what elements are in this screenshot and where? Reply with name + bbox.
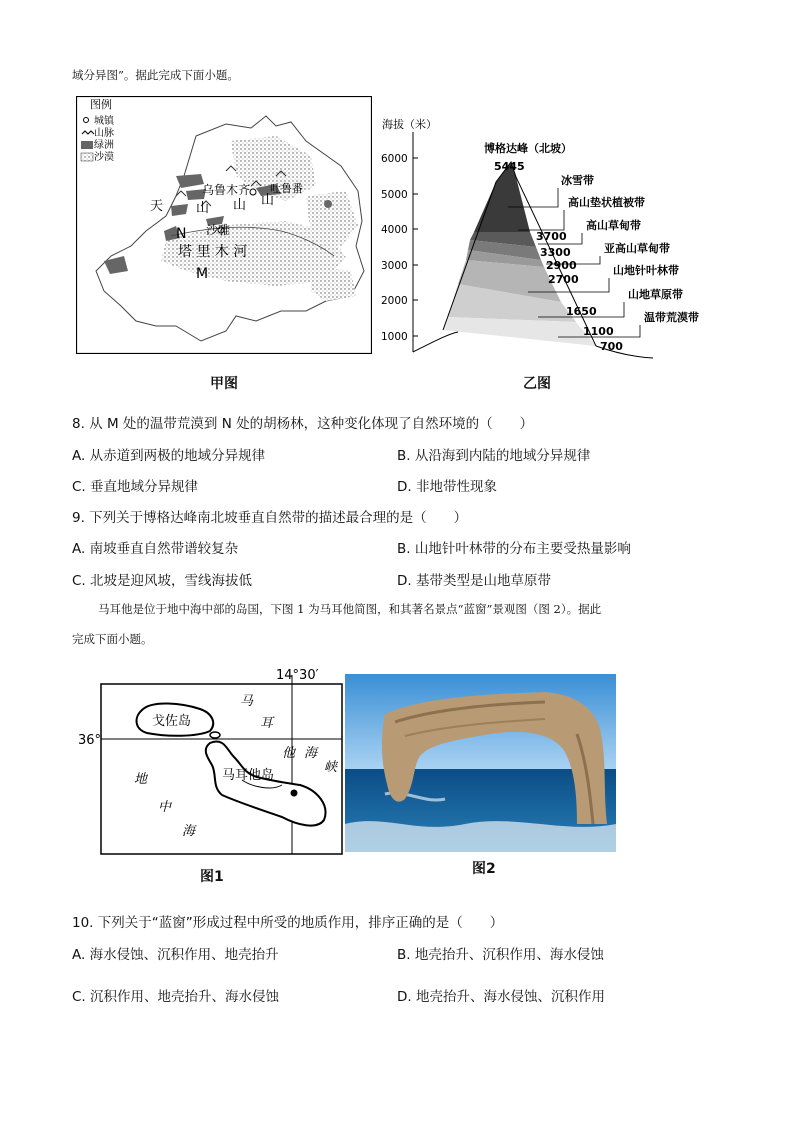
boundary-label: 2900 bbox=[546, 259, 577, 272]
label-hai2: 海 bbox=[182, 824, 196, 839]
belt-label: 亚高山草甸带 bbox=[604, 242, 670, 255]
y-tick: 2000 bbox=[381, 295, 408, 307]
label-shan1: 山 bbox=[196, 201, 210, 216]
label-di: 地 bbox=[134, 772, 148, 787]
q8-option-b[interactable]: B. 从沿海到内陆的地域分异规律 bbox=[397, 448, 591, 464]
label-gozo: 戈佐岛 bbox=[152, 714, 192, 729]
q8-option-c[interactable]: C. 垂直地域分异规律 bbox=[72, 479, 199, 495]
label-shan2: 山 bbox=[233, 198, 247, 213]
label-N: N bbox=[176, 226, 187, 242]
caption-fig1: 图1 bbox=[200, 869, 224, 885]
map-xinjiang bbox=[76, 96, 372, 354]
y-axis-label: 海拔（米） bbox=[382, 118, 437, 131]
longitude-label: 14°30′ bbox=[276, 668, 319, 683]
q9-option-d[interactable]: D. 基带类型是山地草原带 bbox=[397, 573, 551, 589]
q10-option-a[interactable]: A. 海水侵蚀、沉积作用、地壳抬升 bbox=[72, 947, 279, 963]
belt-label: 高山草甸带 bbox=[586, 219, 641, 232]
label-tian: 天 bbox=[150, 199, 164, 214]
boundary-label: 700 bbox=[600, 340, 623, 353]
intro-text: 域分异图”。据此完成下面小题。 bbox=[72, 68, 239, 82]
belt-label: 山地针叶林带 bbox=[613, 264, 679, 277]
belt-label: 高山垫状植被带 bbox=[568, 196, 645, 209]
y-tick: 5000 bbox=[381, 189, 408, 201]
y-tick: 1000 bbox=[381, 331, 408, 343]
vertical-zones-diagram bbox=[378, 112, 713, 362]
peak-height: 5445 bbox=[494, 160, 525, 173]
q9-stem: 9. 下列关于博格达峰南北坡垂直自然带的描述最合理的是（ ） bbox=[72, 510, 468, 526]
latitude-label: 36° bbox=[78, 733, 102, 748]
label-shaya: 沙雅 bbox=[206, 223, 231, 237]
y-tick: 3000 bbox=[381, 260, 408, 272]
q10-option-b[interactable]: B. 地壳抬升、沉积作用、海水侵蚀 bbox=[397, 947, 604, 963]
label-ma: 马 bbox=[240, 694, 254, 709]
label-malta-island: 马耳他岛 bbox=[222, 768, 275, 783]
peak-name: 博格达峰（北坡） bbox=[484, 142, 572, 155]
legend-mountain: 山脉 bbox=[94, 128, 114, 139]
q10-option-c[interactable]: C. 沉积作用、地壳抬升、海水侵蚀 bbox=[72, 989, 280, 1005]
caption-jia: 甲图 bbox=[210, 376, 238, 392]
legend-title: 图例 bbox=[90, 98, 112, 111]
legend-desert: 沙漠 bbox=[94, 152, 114, 163]
malta-intro-2: 完成下面小题。 bbox=[72, 632, 153, 646]
q10-option-d[interactable]: D. 地壳抬升、海水侵蚀、沉积作用 bbox=[397, 989, 605, 1005]
legend-oasis: 绿洲 bbox=[94, 140, 114, 151]
caption-yi: 乙图 bbox=[523, 376, 551, 392]
label-turpan: 吐鲁番 bbox=[270, 182, 303, 195]
label-M: M bbox=[196, 266, 209, 282]
belt-label: 冰雪带 bbox=[561, 174, 594, 187]
boundary-label: 3700 bbox=[536, 230, 567, 243]
legend-town: 城镇 bbox=[94, 116, 114, 127]
q10-stem: 10. 下列关于“蓝窗”形成过程中所受的地质作用，排序正确的是（ ） bbox=[72, 915, 504, 931]
label-ta: 他 bbox=[282, 746, 296, 761]
belt-label: 山地草原带 bbox=[628, 288, 683, 301]
boundary-label: 3300 bbox=[540, 246, 571, 259]
boundary-label: 1100 bbox=[583, 325, 614, 338]
label-zhong: 中 bbox=[158, 800, 172, 815]
q8-option-a[interactable]: A. 从赤道到两极的地域分异规律 bbox=[72, 448, 266, 464]
label-urumqi: 乌鲁木齐 bbox=[202, 183, 251, 197]
q9-option-c[interactable]: C. 北坡是迎风坡，雪线海拔低 bbox=[72, 573, 253, 589]
y-tick: 4000 bbox=[381, 224, 408, 236]
label-er: 耳 bbox=[260, 716, 274, 731]
boundary-label: 2700 bbox=[548, 273, 579, 286]
label-tarim: 塔 里 木 河 bbox=[178, 244, 248, 260]
malta-map bbox=[72, 665, 344, 857]
q9-option-b[interactable]: B. 山地针叶林带的分布主要受热量影响 bbox=[397, 541, 631, 557]
q8-stem: 8. 从 M 处的温带荒漠到 N 处的胡杨林，这种变化体现了自然环境的（ ） bbox=[72, 416, 534, 432]
town-urumqi bbox=[250, 189, 256, 195]
malta-intro-1: 马耳他是位于地中海中部的岛国，下图 1 为马耳他简图，和其著名景点“蓝窗”景观图（图 2）。据此 bbox=[98, 602, 602, 616]
q9-option-a[interactable]: A. 南坡垂直自然带谱较复杂 bbox=[72, 541, 239, 557]
label-shan3: 山 bbox=[261, 193, 275, 208]
caption-fig2: 图2 bbox=[472, 861, 496, 877]
azure-window-photo bbox=[345, 674, 616, 852]
boundary-label: 1650 bbox=[566, 305, 597, 318]
belt-label: 温带荒漠带 bbox=[644, 311, 699, 324]
label-hai: 海 bbox=[304, 746, 318, 761]
label-xia: 峡 bbox=[324, 760, 338, 775]
y-tick: 6000 bbox=[381, 153, 408, 165]
q8-option-d[interactable]: D. 非地带性现象 bbox=[397, 479, 497, 495]
